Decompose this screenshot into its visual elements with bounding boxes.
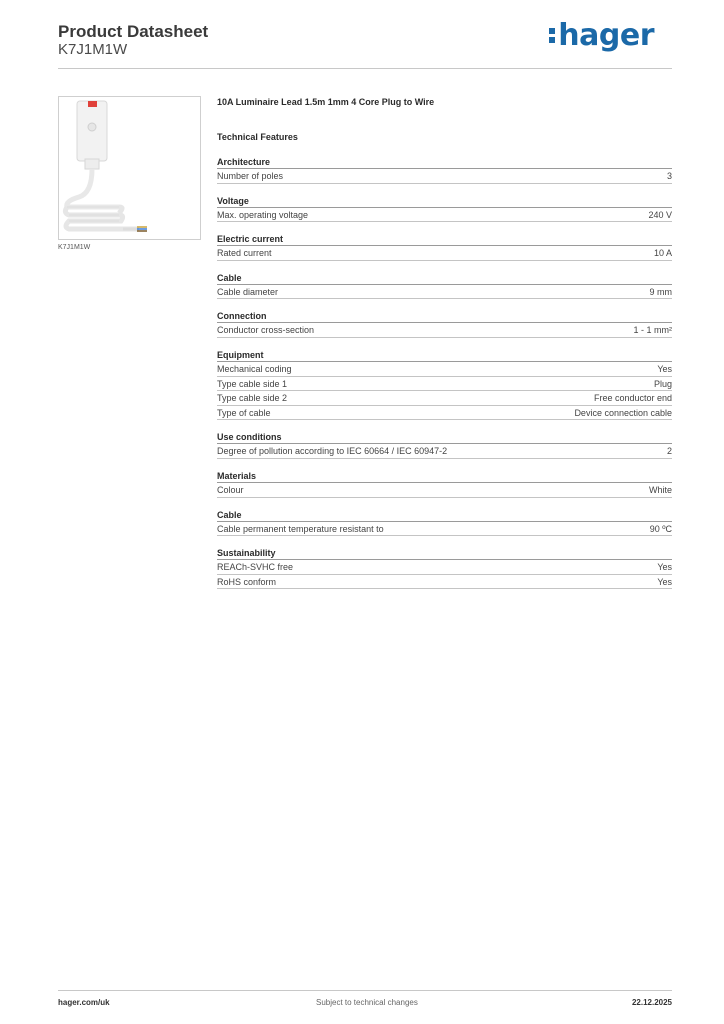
spec-group <box>217 156 672 184</box>
hager-logo <box>549 18 654 53</box>
spec-group-title: Sustainability <box>217 547 672 560</box>
spec-label: Mechanical coding <box>217 363 292 374</box>
spec-group-title: Cable <box>217 272 672 285</box>
logo-text: hager <box>558 18 654 53</box>
spec-row <box>217 560 672 575</box>
spec-row <box>217 285 672 300</box>
spec-row <box>217 323 672 338</box>
spec-value: 90 ºC <box>649 523 672 534</box>
luminaire-lead-illustration <box>59 97 200 239</box>
spec-group <box>217 470 672 498</box>
spec-row <box>217 377 672 392</box>
spec-group-title: Materials <box>217 470 672 483</box>
spec-value: 3 <box>666 171 672 181</box>
spec-group-title: Voltage <box>217 195 672 208</box>
spec-value: 2 <box>666 446 672 457</box>
spec-label: Rated current <box>217 248 272 259</box>
spec-label: Number of poles <box>217 171 284 181</box>
footer-website-link[interactable]: hager.com/uk <box>58 998 110 1007</box>
spec-row <box>217 483 672 498</box>
spec-value: 9 mm <box>649 286 672 297</box>
spec-groups <box>217 156 672 589</box>
spec-label: Colour <box>217 484 244 495</box>
spec-label: Type of cable <box>217 407 271 418</box>
spec-row <box>217 391 672 406</box>
spec-row <box>217 575 672 590</box>
spec-group <box>217 310 672 338</box>
spec-group-title: Connection <box>217 310 672 323</box>
spec-label: Cable permanent temperature resistant to <box>217 523 384 534</box>
product-code: K7J1M1W <box>58 41 128 58</box>
spec-label: Degree of pollution according to IEC 60664 / IEC 60947-2 <box>217 446 448 457</box>
spec-group <box>217 233 672 261</box>
spec-label: Type cable side 2 <box>217 393 288 404</box>
spec-label: Conductor cross-section <box>217 325 315 336</box>
product-image <box>58 96 201 240</box>
spec-label: REACh-SVHC free <box>217 562 294 573</box>
footer-divider <box>58 990 672 991</box>
spec-value: Yes <box>657 576 672 587</box>
image-caption: K7J1M1W <box>58 244 91 251</box>
spec-value: Yes <box>657 363 672 374</box>
spec-row <box>217 406 672 421</box>
spec-group <box>217 547 672 589</box>
spec-value: 10 A <box>653 248 672 259</box>
spec-content <box>217 96 672 589</box>
spec-group <box>217 509 672 537</box>
spec-value: 240 V <box>648 209 672 220</box>
logo-colon-icon <box>549 24 555 44</box>
spec-row <box>217 522 672 537</box>
spec-label: Type cable side 1 <box>217 378 288 389</box>
product-description: 10A Luminaire Lead 1.5m 1mm 4 Core Plug to Wire <box>217 97 435 107</box>
technical-features-heading: Technical Features <box>217 132 298 142</box>
header-divider <box>58 68 672 69</box>
spec-row <box>217 444 672 459</box>
spec-group <box>217 272 672 300</box>
spec-value: 1 - 1 mm² <box>633 325 672 336</box>
spec-value: Device connection cable <box>574 407 672 418</box>
spec-group-title: Cable <box>217 509 672 522</box>
spec-value: Plug <box>653 378 672 389</box>
spec-value: White <box>648 484 672 495</box>
spec-row <box>217 208 672 223</box>
spec-label: RoHS conform <box>217 576 277 587</box>
spec-group-title: Use conditions <box>217 431 672 444</box>
spec-group-title: Architecture <box>217 156 672 169</box>
spec-row <box>217 362 672 377</box>
page-title: Product Datasheet <box>58 22 209 41</box>
spec-group-title: Equipment <box>217 349 672 362</box>
spec-group <box>217 349 672 420</box>
footer-notice: Subject to technical changes <box>316 998 418 1007</box>
spec-row <box>217 169 672 184</box>
page-header <box>58 20 672 70</box>
spec-value: Yes <box>657 562 672 573</box>
spec-label: Max. operating voltage <box>217 209 309 220</box>
spec-group-title: Electric current <box>217 233 672 246</box>
spec-value: Free conductor end <box>593 393 672 404</box>
footer-date: 22.12.2025 <box>631 998 672 1007</box>
spec-group <box>217 431 672 459</box>
spec-row <box>217 246 672 261</box>
spec-label: Cable diameter <box>217 286 279 297</box>
spec-group <box>217 195 672 223</box>
